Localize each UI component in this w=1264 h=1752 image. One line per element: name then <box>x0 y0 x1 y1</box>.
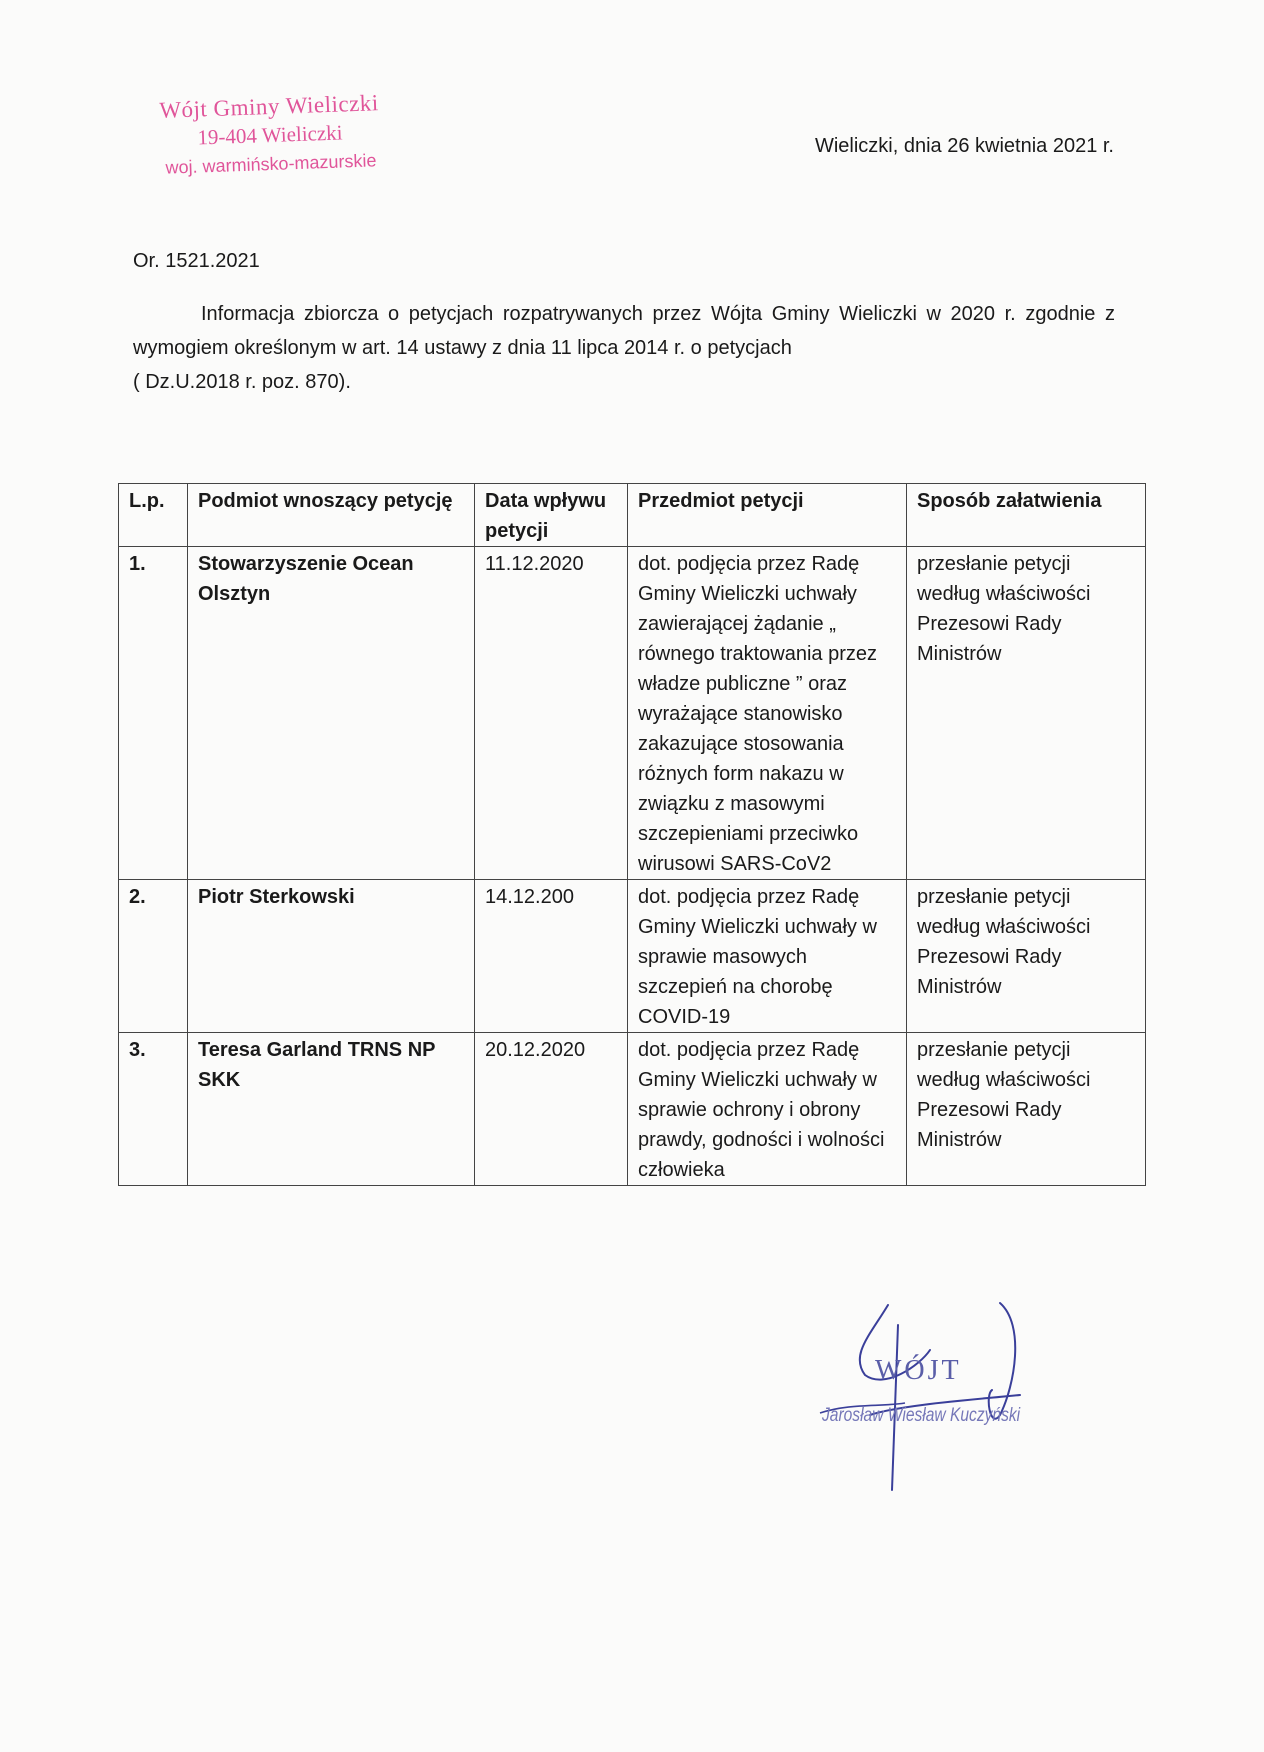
row-subject: dot. podjęcia przez Radę Gminy Wieliczki uchwały w sprawie masowych szczepień na chorobę COVID-19 <box>628 880 907 1033</box>
handwritten-signature <box>810 1295 1070 1495</box>
intro-line-1: Informacja zbiorcza o petycjach rozpatrywanych przez Wójta Gminy Wieliczki w 2020 r. <box>201 303 1016 325</box>
row-lp: 3. <box>119 1033 188 1186</box>
intro-line-3: ( Dz.U.2018 r. poz. 870). <box>133 371 351 393</box>
row-resolution: przesłanie petycji według właściwości Prezesowi Rady Ministrów <box>907 880 1146 1033</box>
header-entity: Podmiot wnoszący petycję <box>188 484 475 547</box>
table-row <box>119 547 1146 880</box>
reference-number: Or. 1521.2021 <box>133 250 260 272</box>
stamp-line-1: Wójt Gminy Wieliczki <box>158 90 380 123</box>
row-resolution: przesłanie petycji według właściwości Prezesowi Rady Ministrów <box>907 1033 1146 1186</box>
table-header-row <box>119 484 1146 547</box>
signature-name: Jarosław Wiesław Kuczyński <box>822 1405 1021 1426</box>
stamp-line-2: 19-404 Wieliczki <box>197 120 343 150</box>
header-resolution: Sposób załatwienia <box>907 484 1146 547</box>
row-date: 11.12.2020 <box>475 547 628 880</box>
row-subject: dot. podjęcia przez Radę Gminy Wieliczki uchwały zawierającej żądanie „ równego traktowania przez władze publiczne ” oraz wyrażające stanowisko zakazujące stosowania różnych form nakazu w związku z masowymi szczepieniami przeciwko wirusowi SARS-CoV2 <box>628 547 907 880</box>
stamp-line-3: woj. warmińsko-mazurskie <box>165 150 377 178</box>
signature-title: WÓJT <box>875 1355 962 1386</box>
office-stamp <box>129 87 412 184</box>
row-date: 20.12.2020 <box>475 1033 628 1186</box>
header-subject: Przedmiot petycji <box>628 484 907 547</box>
intro-line-2: zgodnie z wymogiem określonym w art. 14 ustawy z dnia 11 lipca 2014 r. o petycjach <box>133 303 1115 359</box>
row-entity: Teresa Garland TRNS NP SKK <box>188 1033 475 1186</box>
table-row <box>119 1033 1146 1186</box>
row-entity: Stowarzyszenie Ocean Olsztyn <box>188 547 475 880</box>
row-lp: 1. <box>119 547 188 880</box>
intro-paragraph <box>133 297 1115 399</box>
document-date: Wieliczki, dnia 26 kwietnia 2021 r. <box>814 135 1114 157</box>
petitions-table <box>118 483 1146 1186</box>
row-date: 14.12.200 <box>475 880 628 1033</box>
row-resolution: przesłanie petycji według właściwości Prezesowi Rady Ministrów <box>907 547 1146 880</box>
row-entity: Piotr Sterkowski <box>188 880 475 1033</box>
table-row <box>119 880 1146 1033</box>
header-date: Data wpływu petycji <box>475 484 628 547</box>
header-lp: L.p. <box>119 484 188 547</box>
row-subject: dot. podjęcia przez Radę Gminy Wieliczki uchwały w sprawie ochrony i obrony prawdy, godności i wolności człowieka <box>628 1033 907 1186</box>
row-lp: 2. <box>119 880 188 1033</box>
